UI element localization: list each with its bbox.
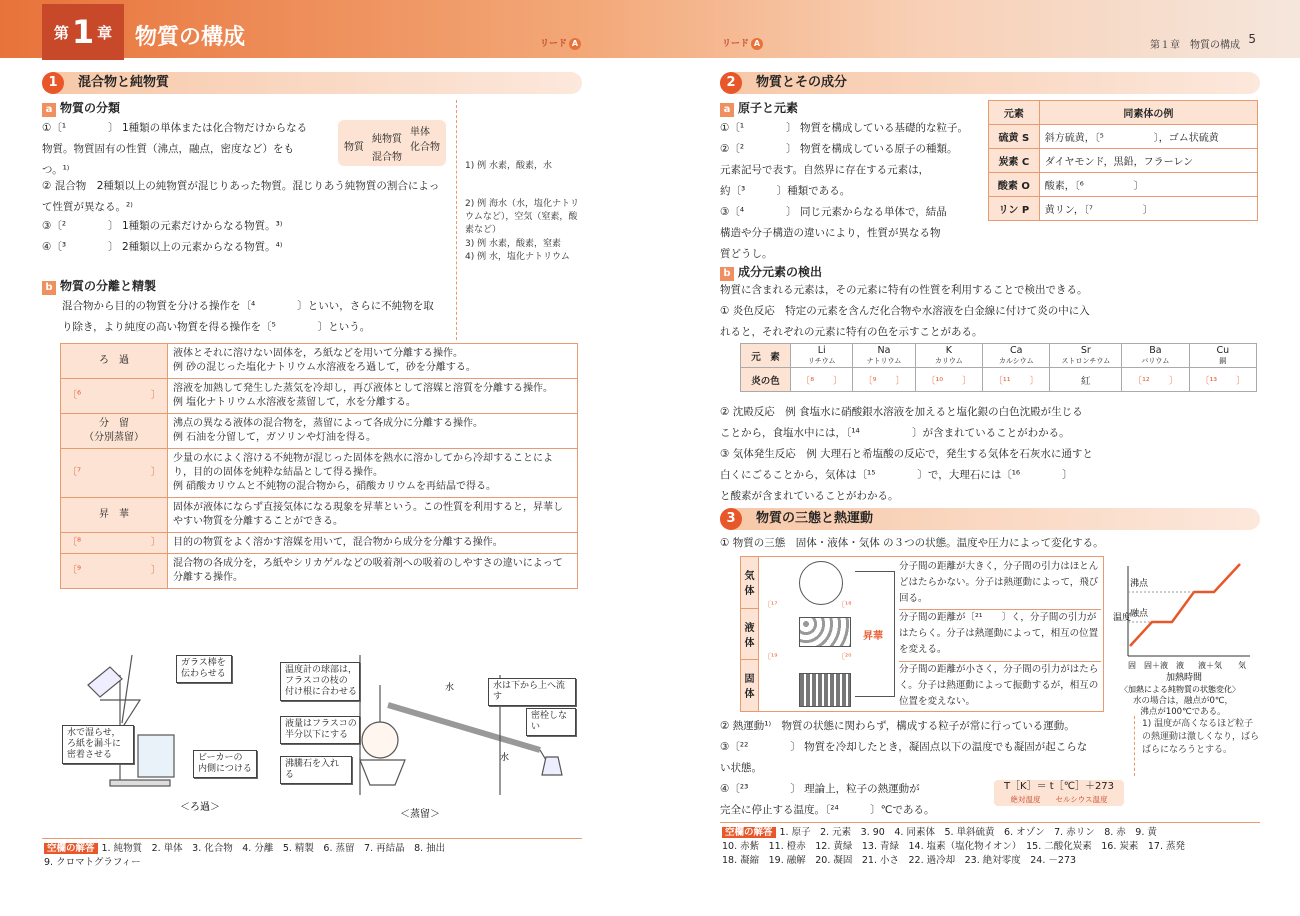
section-title: 物質とその成分 — [756, 75, 848, 90]
label-thermometer: 温度計の球部は， フラスコの枝の 付け根に合わせる — [280, 662, 360, 701]
gas-description: 分子間の距離が大きく，分子間の引力はほとんどはたらかない。分子は熱運動によって，飛び回る。 — [899, 561, 1099, 604]
graph-x-liquid: 液 — [1176, 661, 1184, 670]
answer-divider-left — [42, 838, 582, 839]
label-liquid-volume: 液量はフラスコの 半分以下にする — [280, 716, 360, 744]
page-number: 5 — [1248, 32, 1256, 46]
separation-description — [168, 449, 578, 498]
answer-line-2: 10. 赤紫 11. 橙赤 12. 黄緑 13. 青緑 14. 塩素（塩化物イオン） 15. 二酸化炭素 16. 炭素 17. 蒸発 — [722, 841, 1185, 852]
element-name: リチウム — [807, 357, 836, 365]
chapter-badge — [42, 4, 124, 60]
separation-description — [168, 554, 578, 589]
separation-row — [61, 449, 578, 498]
flame-color-row — [741, 368, 1257, 392]
side-note-thermal: 1) 温度が高くなるほど粒子の熱運動は激しくなり，ばらばらになろうとする。 — [1142, 719, 1260, 755]
separation-description — [168, 344, 578, 379]
caption-distillation: ＜蒸留＞ — [400, 809, 440, 820]
reaction-line: ③ 気体発生反応 例 大理石と希塩酸の反応で，発生する気体を石灰水に通すと — [720, 448, 1093, 460]
label-beaker-inside: ビーカーの 内側につける — [193, 750, 257, 778]
blank-18: 〔¹⁸ — [837, 600, 852, 609]
flame-h1: 元 素 — [741, 344, 791, 368]
section-2-heading — [720, 72, 1260, 94]
chapter-number: 1 — [71, 13, 95, 51]
water-label-1: 水 — [445, 683, 455, 693]
lead-text: リード — [722, 39, 750, 49]
section-number: 2 — [720, 72, 742, 94]
allotrope-examples: 斜方硫黄，〔⁵ 〕，ゴム状硫黄 — [1039, 125, 1257, 149]
separation-table — [60, 343, 578, 589]
answer-line-3: 18. 凝縮 19. 融解 20. 凝固 21. 小さ 22. 過冷却 23. 絶対零度 24. －273 — [722, 855, 1077, 866]
separation-method: 分 留 （分別蒸留） — [61, 414, 168, 449]
classification-diagram — [338, 120, 446, 166]
sublimation-label: 昇華 — [863, 631, 883, 642]
element-name: ストロンチウム — [1061, 357, 1111, 365]
liquid-description: 分子間の距離が〔²¹ 〕く，分子間の引力がはたらく。分子は熱運動によって，相互の位置を変える。 — [899, 609, 1101, 658]
subsection-letter: a — [42, 103, 56, 117]
separation-method: 〔⁹ 〕 — [61, 554, 168, 589]
flame-element — [915, 344, 982, 368]
separation-line: 例 砂の混じった塩化ナトリウム水溶液をろ過して，砂を分離する。 — [173, 362, 476, 373]
subsection-letter: b — [42, 281, 56, 295]
graph-caption: 〈加熱による純物質の状態変化〉 — [1120, 685, 1240, 694]
element-name: バリウム — [1141, 357, 1170, 365]
flame-element — [1122, 344, 1189, 368]
lead-label-right — [722, 36, 763, 50]
separation-description — [168, 379, 578, 414]
graph-x-solid-liquid: 固＋液 — [1144, 661, 1168, 670]
allotrope-examples: 黄リン，〔⁷ 〕 — [1039, 197, 1257, 221]
diagram-root: 物質 — [344, 142, 364, 153]
element-symbol: Li — [817, 345, 826, 356]
separation-description — [168, 498, 578, 533]
separation-method: 昇 華 — [61, 498, 168, 533]
allotrope-h1: 元素 — [989, 101, 1040, 125]
answer-line-1: 1. 純物質 2. 単体 3. 化合物 4. 分離 5. 精製 6. 蒸留 7. 再結晶 8. 抽出 — [101, 843, 446, 854]
thermal-line: ② 熱運動¹⁾ 物質の状態に関わらず，構成する粒子が常に行っている運動。 — [720, 720, 1075, 732]
atom-element-text — [720, 118, 985, 265]
pouring-beaker — [88, 667, 122, 697]
answer-key-left — [44, 842, 584, 870]
allotrope-row — [989, 125, 1258, 149]
separation-description — [168, 533, 578, 554]
heating-curve — [1130, 564, 1240, 646]
thermal-line: い状態。 — [720, 762, 762, 774]
subsection-title: 物質の分類 — [60, 101, 121, 115]
three-states-line: ① 物質の三態 固体・液体・気体 の３つの状態。温度や圧力によって変化する。 — [720, 537, 1104, 549]
flame-element — [791, 344, 853, 368]
blank-17: 〔¹⁷ — [763, 600, 778, 609]
side-note-2: 2) 例 海水（水，塩化ナトリウムなど），空気（窒素，酸素など） — [465, 199, 579, 235]
allotrope-row — [989, 197, 1258, 221]
separation-row — [61, 498, 578, 533]
heating-curve-graph — [1110, 556, 1260, 716]
section-number: 3 — [720, 508, 742, 530]
separation-line: 液体とそれに溶けない固体を，ろ紙などを用いて分離する操作。 — [173, 348, 463, 359]
water-label-2: 水 — [500, 753, 510, 763]
separation-method: 〔⁶ 〕 — [61, 379, 168, 414]
graph-x-solid: 固 — [1128, 661, 1136, 670]
answer-tag: 空欄の解答 — [722, 827, 776, 838]
classification-item-4: ④〔³ 〕 2種類以上の元素からなる物質。⁴⁾ — [42, 241, 283, 253]
separation-line: 少量の水によく溶ける不純物が混じった固体を熱水に溶かしてから冷却することにより，目的の固体を純粋な結晶として得る操作。 — [173, 453, 553, 478]
separation-row — [61, 533, 578, 554]
blank-19: 〔¹⁹ — [763, 652, 778, 661]
atom-line: 約〔³ 〕種類である。 — [720, 185, 851, 197]
burner-stand — [360, 760, 405, 785]
subsection-title: 原子と元素 — [738, 101, 799, 115]
water-note: 水の場合は，融点が0℃， 沸点が100℃である。 — [1133, 696, 1233, 717]
answer-line-1: 1. 原子 2. 元素 3. 90 4. 同素体 5. 単斜硫黄 6. オゾン 7. 赤リン 8. 赤 9. 黄 — [779, 827, 1157, 838]
answer-tag: 空欄の解答 — [44, 843, 98, 854]
thermal-line: ④〔²³ 〕 理論上，粒子の熱運動が — [720, 783, 920, 795]
sublimation-arrow — [855, 571, 895, 697]
formula-text: T［K］＝ t［℃］＋273 — [1003, 781, 1115, 792]
side-note-1: 1) 例 水素，酸素，水 — [465, 161, 552, 171]
graph-ylabel: 温度 — [1113, 613, 1132, 623]
flame-element — [983, 344, 1050, 368]
element-symbol: Cu — [1216, 345, 1230, 356]
atom-line: ②〔² 〕 物質を構成している原子の種類。 — [720, 143, 958, 155]
receiver-flask — [542, 757, 562, 775]
lead-label-left — [540, 36, 581, 50]
element-name: カルシウム — [998, 357, 1034, 365]
flame-test-table — [740, 343, 1257, 392]
flame-color: 〔¹² 〕 — [1122, 368, 1189, 392]
lead-badge: A — [751, 38, 763, 50]
allotrope-row — [989, 149, 1258, 173]
diagram-pure: 純物質 — [372, 134, 402, 145]
lead-text: リード — [540, 39, 568, 49]
side-note-3: 3) 例 水素，酸素，窒素 — [465, 239, 561, 249]
separation-method: 〔⁷ 〕 — [61, 449, 168, 498]
element-name: ナトリウム — [866, 357, 902, 365]
melting-point-label: 融点 — [1130, 609, 1149, 619]
reaction-line: ② 沈殿反応 例 食塩水に硝酸銀水溶液を加えると塩化銀の白色沈殿が生じる — [720, 406, 1083, 418]
allotrope-element: 炭素 C — [989, 149, 1040, 173]
allotrope-element: リン P — [989, 197, 1040, 221]
label-glass-rod: ガラス棒を 伝わらせる — [176, 655, 232, 683]
section-title: 混合物と純物質 — [78, 75, 170, 90]
allotrope-examples: ダイヤモンド，黒鉛，フラーレン — [1039, 149, 1257, 173]
solid-molecules — [799, 673, 851, 707]
flame-element — [853, 344, 915, 368]
separation-line: 沸点の異なる液体の混合物を，蒸留によって各成分に分離する操作。 — [173, 418, 483, 429]
graph-x-liquid-gas: 液＋気 — [1198, 661, 1222, 670]
subsection-a-right — [720, 100, 798, 117]
flame-color: 〔¹³ 〕 — [1189, 368, 1256, 392]
kelvin-formula — [994, 780, 1124, 806]
separation-row — [61, 344, 578, 379]
solid-description: 分子間の距離が小さく，分子間の引力がはたらく。分子は熱運動によって振動するが，相互の位置を変えない。 — [899, 661, 1101, 710]
atom-line: ①〔¹ 〕 物質を構成している基礎的な粒子。 — [720, 122, 968, 134]
detection-line: 物質に含まれる元素は，その元素に特有の性質を利用することで検出できる。 — [720, 284, 1088, 296]
running-head: 第１章 物質の構成 — [1150, 40, 1240, 51]
classification-item-2: ② 混合物 2種類以上の純物質が混じりあった物質。混じりあう純物質の割合によって性質が異なる。²⁾ — [42, 180, 440, 213]
subsection-a — [42, 100, 120, 117]
atom-line: 質どうし。 — [720, 248, 773, 260]
separation-description — [168, 414, 578, 449]
subsection-title: 成分元素の検出 — [738, 265, 823, 279]
allotrope-element: 酸素 O — [989, 173, 1040, 197]
atom-line: 元素記号で表す。自然界に存在する元素は， — [720, 164, 930, 176]
reaction-line: と酸素が含まれていることがわかる。 — [720, 490, 899, 502]
element-name: カリウム — [934, 357, 963, 365]
separation-intro-1: 混合物から目的の物質を分ける操作を〔⁴ 〕といい，さらに不純物を取 — [62, 300, 434, 312]
flame-color: 〔¹⁰ 〕 — [915, 368, 982, 392]
lead-badge: A — [569, 38, 581, 50]
diagram-mixture: 混合物 — [372, 152, 402, 163]
separation-method: 〔⁸ 〕 — [61, 533, 168, 554]
label-no-stopper: 密栓しない — [526, 708, 576, 736]
allotrope-row — [989, 173, 1258, 197]
allotrope-examples: 酸素，〔⁶ 〕 — [1039, 173, 1257, 197]
section-title: 物質の三態と熱運動 — [756, 511, 874, 526]
allotrope-table — [988, 100, 1258, 221]
answer-line-2: 9. クロマトグラフィー — [44, 857, 141, 868]
states-diagram — [740, 556, 1104, 712]
separation-row — [61, 554, 578, 589]
label-boiling-chips: 沸騰石を入れる — [280, 756, 352, 784]
state-solid: 固体 — [741, 659, 758, 710]
subsection-b — [42, 278, 156, 295]
reaction-line: ことから，食塩水中には，〔¹⁴ 〕が含まれていることがわかる。 — [720, 427, 1070, 439]
separation-method: ろ 過 — [61, 344, 168, 379]
label-water-flow: 水は下から上へ流す — [488, 678, 576, 706]
classification-item-1: ①〔¹ 〕 1種類の単体または化合物だけからなる物質。物質固有の性質（沸点，融点，密度など）をもつ。¹⁾ — [42, 122, 308, 176]
separation-line: 例 石油を分留して，ガソリンや灯油を得る。 — [173, 432, 376, 443]
flame-h2: 炎の色 — [741, 368, 791, 392]
flame-element-row — [741, 344, 1257, 368]
graph-x-gas: 気 — [1238, 661, 1246, 670]
reaction-line: 白くにごることから，気体は〔¹⁵ 〕で，大理石には〔¹⁶ 〕 — [720, 469, 1073, 481]
answer-divider-right — [720, 822, 1260, 823]
flame-element — [1189, 344, 1256, 368]
allotrope-element: 硫黄 S — [989, 125, 1040, 149]
distill-flask — [362, 722, 398, 758]
element-symbol: K — [945, 345, 952, 356]
separation-row — [61, 414, 578, 449]
liquid-molecules — [799, 617, 851, 647]
label-wet-filter: 水で湿らせ， ろ紙を漏斗に 密着させる — [62, 725, 134, 764]
thermal-line: ③〔²² 〕 物質を冷却したとき，凝固点以下の温度でも凝固が起こらな — [720, 741, 1088, 753]
diagram-element: 単体 — [410, 127, 430, 138]
filter-stand-base — [110, 780, 170, 786]
chapter-prefix: 第 — [53, 23, 69, 42]
separation-intro-2: り除き，より純度の高い物質を得る操作を〔⁵ 〕という。 — [62, 321, 371, 333]
atom-line: ③〔⁴ 〕 同じ元素からなる単体で，結晶 — [720, 206, 947, 218]
separation-line: 例 塩化ナトリウム水溶液を蒸留して，水を分離する。 — [173, 397, 416, 408]
flame-color: 〔⁹ 〕 — [853, 368, 915, 392]
condenser — [388, 705, 540, 750]
separation-line: 溶液を加熱して発生した蒸気を冷却し，再び液体として溶媒と溶質を分離する操作。 — [173, 383, 553, 394]
subsection-b-right — [720, 264, 822, 281]
flame-color: 〔⁸ 〕 — [791, 368, 853, 392]
section-3-heading — [720, 508, 1260, 530]
chapter-title: 物質の構成 — [135, 25, 246, 50]
allotrope-header — [989, 101, 1258, 125]
detection-line: ① 炎色反応 特定の元素を含んだ化合物や水溶液を白金線に付けて炎の中に入 — [720, 305, 1090, 317]
caption-filtration: ＜ろ過＞ — [180, 802, 220, 813]
thermal-line: 完全に停止する温度。〔²⁴ 〕℃である。 — [720, 804, 935, 816]
graph-xlabel: 加熱時間 — [1166, 673, 1203, 683]
formula-sub: 絶対温度 セルシウス温度 — [1010, 795, 1108, 804]
subsection-letter: b — [720, 267, 734, 281]
section-number: 1 — [42, 72, 64, 94]
flame-color: 紅 — [1050, 368, 1122, 392]
section-1-heading — [42, 72, 582, 94]
beaker — [138, 735, 174, 777]
detection-text — [720, 280, 1260, 343]
separation-line: 混合物の各成分を，ろ紙やシリカゲルなどの吸着剤への吸着のしやすさの違いによって分離する操作。 — [173, 558, 563, 583]
subsection-letter: a — [720, 103, 734, 117]
element-symbol: Ba — [1149, 345, 1162, 356]
separation-row — [61, 379, 578, 414]
flame-color: 〔¹¹ 〕 — [983, 368, 1050, 392]
allotrope-h2: 同素体の例 — [1039, 101, 1257, 125]
side-note-4: 4) 例 水，塩化ナトリウム — [465, 252, 570, 262]
boiling-point-label: 沸点 — [1130, 579, 1149, 589]
element-symbol: Ca — [1009, 345, 1023, 356]
element-symbol: Na — [877, 345, 891, 356]
glass-rod — [122, 655, 132, 723]
side-divider-right — [1134, 716, 1135, 776]
atom-line: 構造や分子構造の違いにより，性質が異なる物 — [720, 227, 941, 239]
separation-line: 固体が液体にならず直接気体になる現象を昇華という。この性質を利用すると，昇華しやすい物質を分離することができる。 — [173, 502, 563, 527]
separation-line: 目的の物質をよく溶かす溶媒を用いて，混合物から成分を分離する操作。 — [173, 537, 503, 548]
chapter-suffix: 章 — [97, 23, 113, 42]
diagram-compound: 化合物 — [410, 142, 440, 153]
separation-line: 例 硝酸カリウムと不純物の混合物から，硝酸カリウムを再結晶で得る。 — [173, 481, 496, 492]
state-gas: 気体 — [744, 571, 755, 597]
blank-20: 〔²⁰ — [837, 652, 852, 661]
state-column — [741, 557, 759, 711]
reaction-text — [720, 402, 1260, 507]
detection-line: れると，それぞれの元素に特有の色を示すことがある。 — [720, 326, 983, 338]
state-liquid: 液体 — [741, 608, 758, 659]
classification-item-3: ③〔² 〕 1種類の元素だけからなる物質。³⁾ — [42, 220, 283, 232]
element-symbol: Sr — [1080, 345, 1091, 356]
flame-element — [1050, 344, 1122, 368]
subsection-title: 物質の分離と精製 — [60, 279, 157, 293]
answer-key-right — [722, 826, 1262, 868]
element-name: 銅 — [1219, 357, 1227, 365]
